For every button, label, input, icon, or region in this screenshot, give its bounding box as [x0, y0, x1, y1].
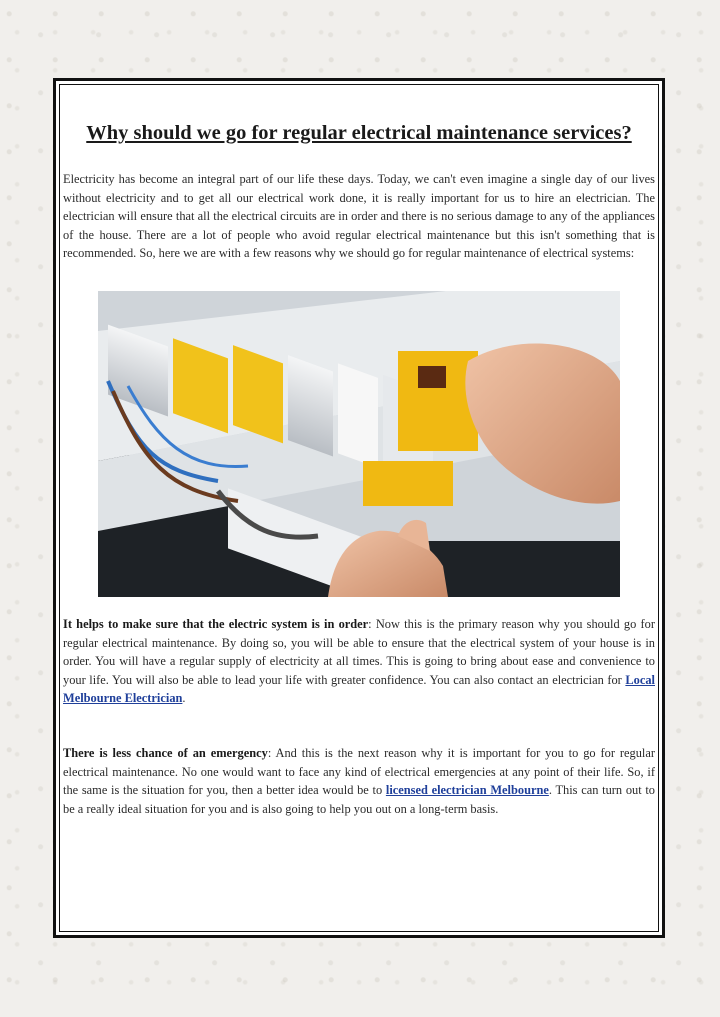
licensed-electrician-melbourne-link[interactable]: licensed electrician Melbourne: [385, 783, 549, 798]
reason-text-2: : And this is the next reason why it is important for you to go for regular electrical maintenance. No one would want to face any kind of electrical emergencies at any point of their life. So, if the same is the situation for you, then a better idea would be to: [63, 745, 655, 798]
reason-paragraph-2: [63, 744, 655, 818]
electrician-photo: [98, 291, 620, 597]
electrician-illustration: [98, 291, 620, 597]
reason-text-1: : Now this is the primary reason why you should go for regular electrical maintenance. By doing so, you will be able to ensure that the electrical system of your house is in order. You will have a regular supply of electricity at all times. This is going to bring about ease and convenience to your life. You will also be able to lead your life with greater confidence. You can also contact an electrician for: [63, 616, 655, 687]
document-title: Why should we go for regular electrical maintenance services?: [86, 122, 632, 144]
reason-heading-1: It helps to make sure that the electric system is in order: [63, 616, 369, 631]
reason-heading-2: There is less chance of an emergency: [63, 745, 268, 760]
reason-text-2-end: . This can turn out to be a really ideal situation for you and is also going to help you out on a long-term basis.: [63, 783, 656, 816]
intro-paragraph: Electricity has become an integral part of our life these days. Today, we can't even imagine a single day of our lives without electricity and to get all our electrical work done, it is really important for us to hire an electrician. The electrician will ensure that all the electrical circuits are in order and there is no serious damage to any of the appliances of the house. There are a lot of people who avoid regular electrical maintenance but this isn't something that is recommended. So, here we are with a few reasons why we should go for regular maintenance of electrical systems:: [63, 172, 655, 261]
reason-paragraph-1: [63, 615, 655, 708]
document-page: [63, 88, 655, 818]
reason-text-1-end: .: [182, 691, 186, 706]
local-melbourne-electrician-link[interactable]: Local Melbourne Electrician: [63, 672, 655, 706]
